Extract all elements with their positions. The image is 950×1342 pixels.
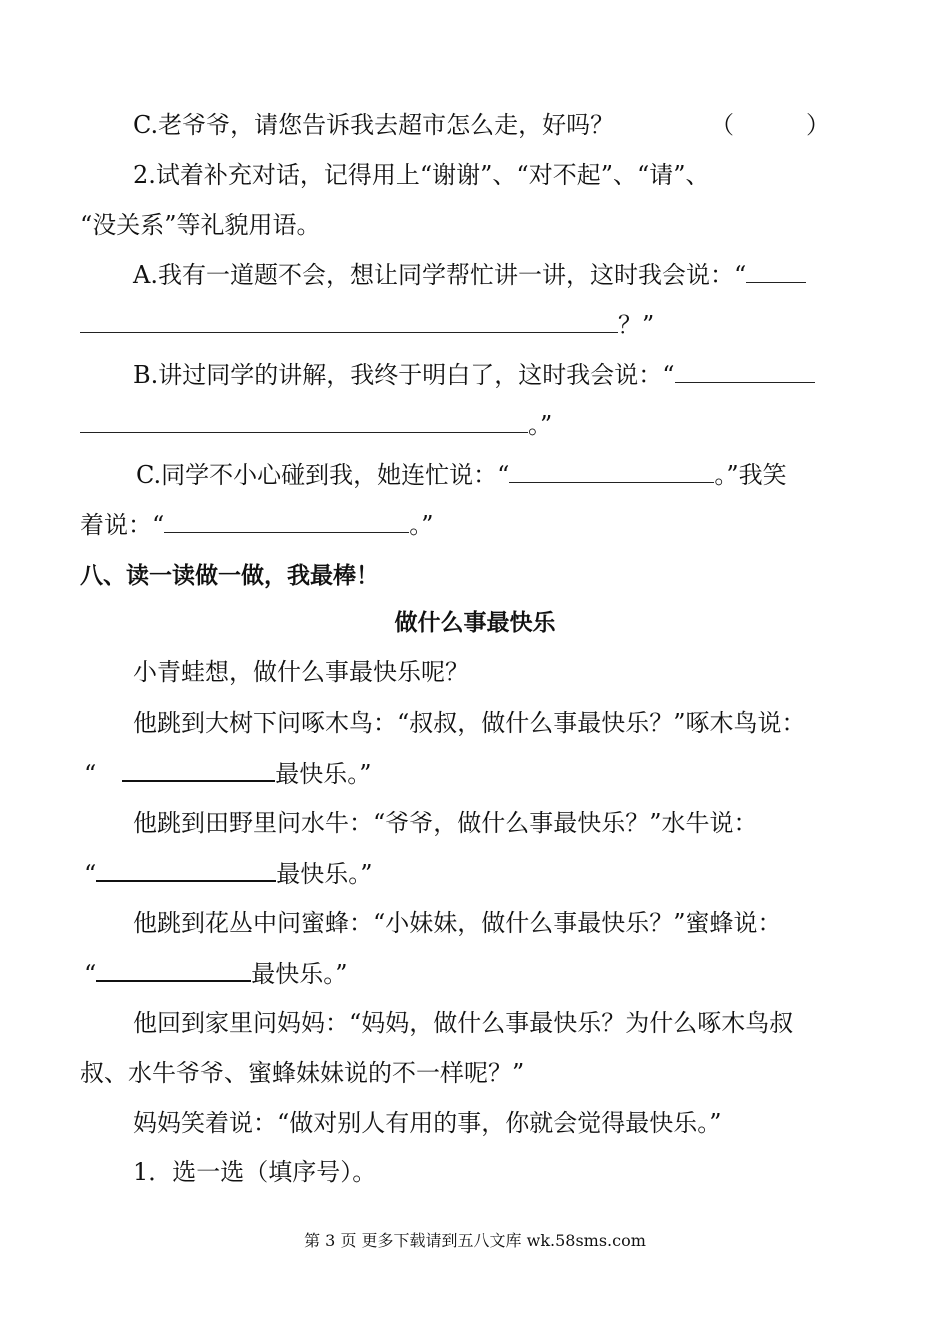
open-quote: “ — [84, 960, 97, 988]
option-c-line — [133, 110, 614, 140]
story-paragraph-6: 妈妈笑着说：“做对别人有用的事，你就会觉得最快乐。” — [133, 1109, 722, 1137]
dialog-a-blank-1[interactable] — [746, 260, 806, 283]
dialog-a-line2 — [80, 310, 654, 340]
story-paragraph-3: 他跳到田野里问水牛：“爷爷，做什么事最快乐？”水牛说： — [133, 809, 758, 837]
open-quote: “ — [84, 860, 97, 888]
answer-parentheses-text: （ ） — [710, 111, 830, 139]
woodpecker-answer-blank[interactable] — [122, 758, 275, 782]
dialog-a-text: A.我有一道题不会，想让同学帮忙讲一讲，这时我会说：“ — [133, 261, 747, 289]
dialog-c-line2 — [80, 510, 434, 540]
question-2-line2: “没关系”等礼貌用语。 — [80, 211, 321, 239]
section-8-heading: 八、读一读做一做，我最棒！ — [80, 563, 379, 589]
buffalo-answer-blank[interactable] — [96, 858, 276, 882]
answer-end: 最快乐。” — [276, 860, 373, 888]
answer-end: 最快乐。” — [251, 960, 348, 988]
dialog-b-line1 — [133, 360, 815, 390]
dialog-b-line2 — [80, 410, 552, 440]
story-paragraph-5: 他回到家里问妈妈：“妈妈，做什么事最快乐？为什么啄木鸟叔 — [133, 1009, 794, 1037]
dialog-b-blank-2[interactable] — [80, 410, 528, 433]
bee-answer-blank[interactable] — [96, 958, 251, 982]
story-paragraph-2: 他跳到大树下问啄木鸟：“叔叔，做什么事最快乐？”啄木鸟说： — [133, 709, 806, 737]
dialog-c-blank-2[interactable] — [164, 510, 409, 533]
story-paragraph-5-cont: 叔、水牛爷爷、蜜蜂妹妹说的不一样呢？” — [80, 1059, 525, 1087]
story-paragraph-1: 小青蛙想，做什么事最快乐呢？ — [133, 658, 469, 686]
story-paragraph-2-answer — [84, 758, 372, 789]
dialog-c-text-d: 。” — [409, 511, 434, 539]
dialog-c-text-c: 着说：“ — [80, 511, 165, 539]
question-2-line1: 2.试着补充对话，记得用上“谢谢”、“对不起”、“请”、 — [133, 161, 710, 189]
dialog-c-text-a: C.同学不小心碰到我，她连忙说：“ — [136, 461, 510, 489]
page-footer: 第 3 页 更多下载请到五八文库 wk.58sms.com — [304, 1231, 646, 1250]
story-title: 做什么事最快乐 — [394, 610, 556, 636]
dialog-a-blank-2[interactable] — [80, 310, 618, 333]
answer-end: 最快乐。” — [275, 760, 372, 788]
story-paragraph-3-answer — [84, 858, 373, 889]
option-c-text: C.老爷爷，请您告诉我去超市怎么走，好吗？ — [133, 111, 615, 139]
dialog-a-line1 — [133, 260, 806, 290]
story-paragraph-4: 他跳到花丛中问蜜蜂：“小妹妹，做什么事最快乐？”蜜蜂说： — [133, 909, 782, 937]
dialog-a-end: ？” — [618, 311, 655, 339]
answer-parentheses[interactable] — [710, 110, 830, 140]
dialog-c-line1 — [136, 460, 787, 490]
open-quote: “ — [84, 760, 97, 788]
story-paragraph-4-answer — [84, 958, 348, 989]
dialog-b-blank-1[interactable] — [675, 360, 815, 383]
dialog-c-text-b: 。”我笑 — [714, 461, 787, 489]
dialog-c-blank-1[interactable] — [509, 460, 714, 483]
question-1: 1．选一选（填序号）。 — [133, 1158, 377, 1186]
dialog-b-end: 。” — [528, 411, 553, 439]
dialog-b-text: B.讲过同学的讲解，我终于明白了，这时我会说：“ — [133, 361, 675, 389]
